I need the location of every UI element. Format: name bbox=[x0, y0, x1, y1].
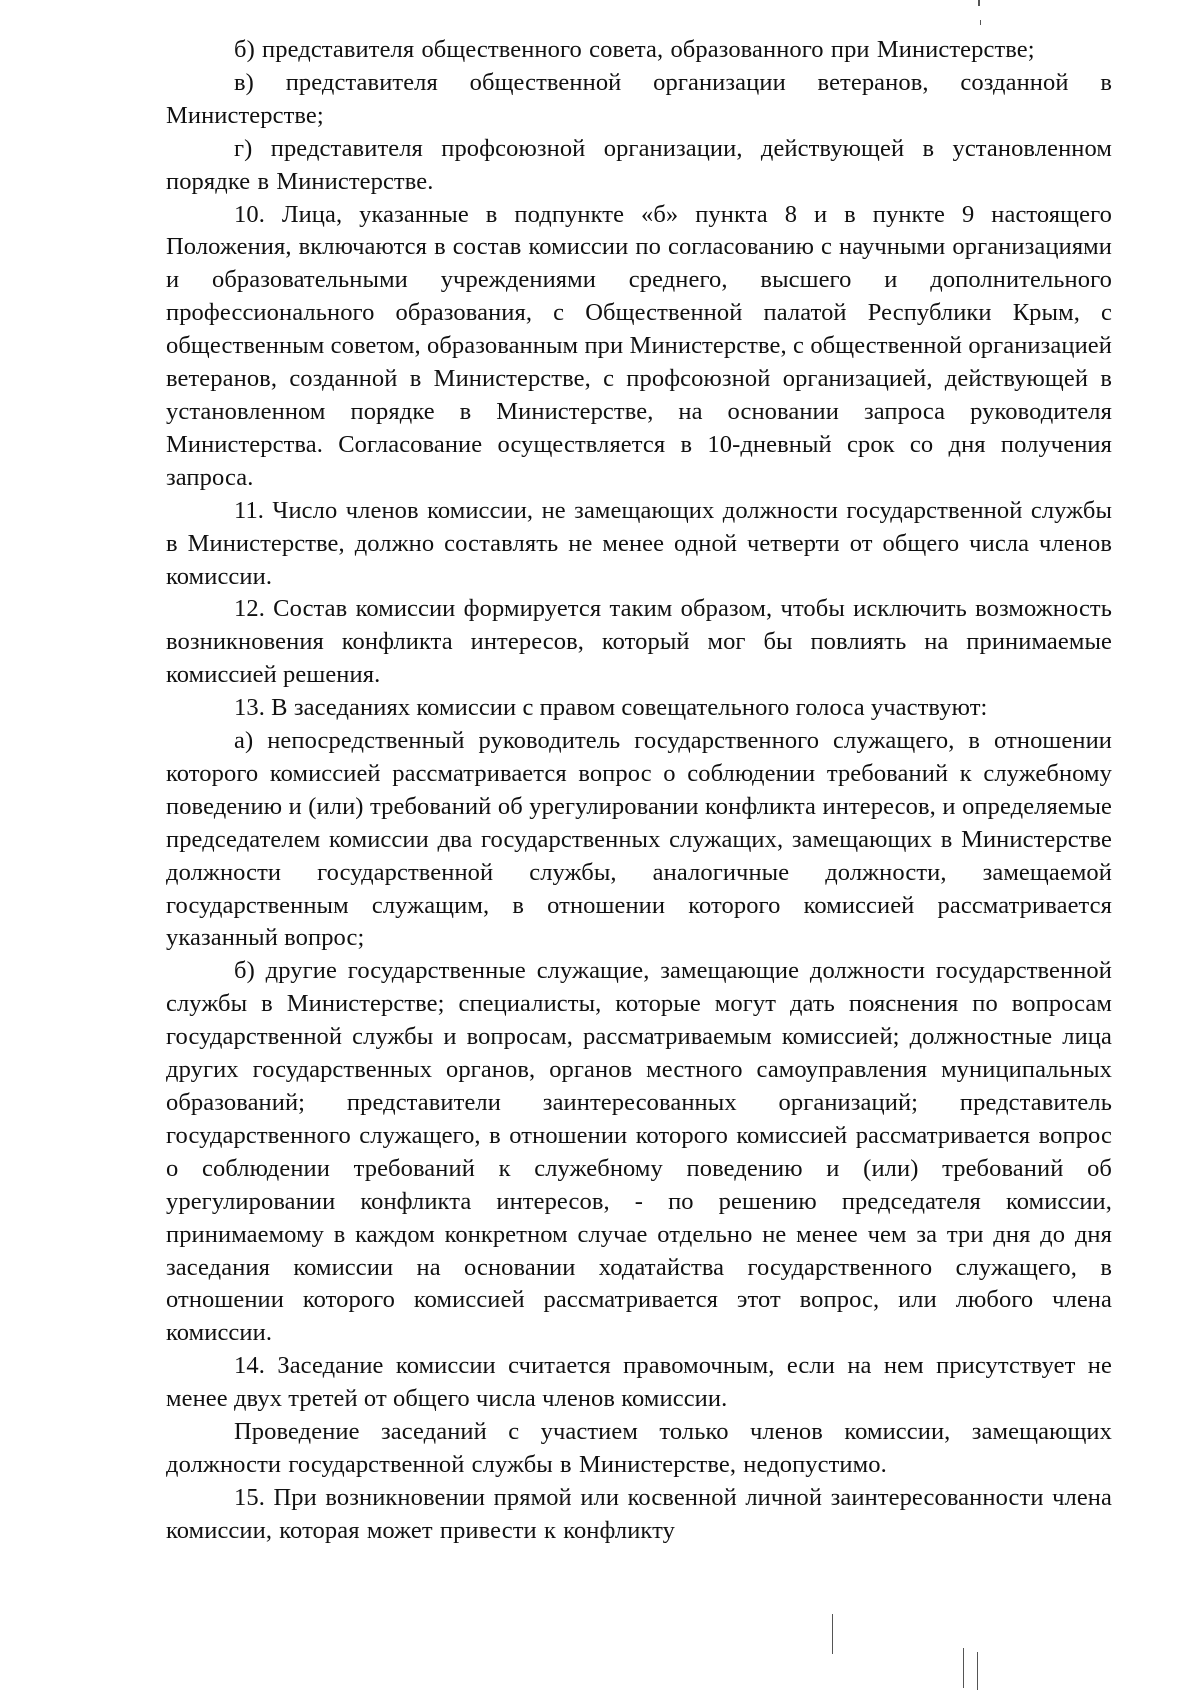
paragraph-13b: б) другие государственные служащие, замещающие должности государственной службы в Министерстве; специалисты, которые могут дать пояснения по вопросам государственной службы и вопросам, рассматриваемым комиссией; должностные лица других государственных органов, органов местного самоуправления муниципальных образований; представители заинтересованных организаций; представитель государственного служащего, в отношении которого комиссией рассматривается вопрос о соблюдении требований к служебному поведению и (или) требований об урегулировании конфликта интересов, - по решению председателя комиссии, принимаемому в каждом конкретном случае отдельно не менее чем за три дня до дня заседания комиссии на основании ходатайства государственного служащего, в отношении которого комиссией рассматривается этот вопрос, или любого члена комиссии. bbox=[166, 957, 1112, 1347]
paragraph-13a: а) непосредственный руководитель государственного служащего, в отношении которого комиссией рассматривается вопрос о соблюдении требований к служебному поведению и (или) требований об урегулировании конфликта интересов, и определяемые председателем комиссии два государственных служащих, замещающих в Министерстве должности государственной службы, аналогичные должности, замещаемой государственным служащим, в отношении которого комиссией рассматривается указанный вопрос; bbox=[166, 727, 1112, 952]
scan-artifact-top bbox=[978, 0, 980, 6]
paragraph-11: 11. Число членов комиссии, не замещающих должности государственной службы в Министерстве, должно составлять не менее одной четверти от общего числа членов комиссии. bbox=[166, 496, 1112, 590]
scan-artifact-line-1 bbox=[832, 1614, 833, 1654]
paragraph-10: 10. Лица, указанные в подпункте «б» пункта 8 и в пункте 9 настоящего Положения, включаются в состав комиссии по согласованию с научными организациями и образовательными учреждениями среднего, высшего и дополнительного профессионального образования, с Общественной палатой Республики Крым, с общественным советом, образованным при Министерстве, с общественной организацией ветеранов, созданной в Министерстве, с профсоюзной организацией, действующей в установленном порядке в Министерстве, на основании запроса руководителя Министерства. Согласование осуществляется в 10-дневный срок со дня получения запроса. bbox=[166, 200, 1112, 491]
scan-artifact-top-small bbox=[980, 20, 981, 25]
paragraph-9v: в) представителя общественной организации ветеранов, созданной в Министерстве; bbox=[166, 68, 1112, 129]
paragraph-9b: б) представителя общественного совета, образованного при Министерстве; bbox=[234, 36, 1035, 63]
scan-artifact-line-3 bbox=[977, 1652, 978, 1690]
paragraph-15: 15. При возникновении прямой или косвенной личной заинтересованности члена комиссии, которая может привести к конфликту bbox=[166, 1483, 1112, 1544]
scan-artifact-line-2 bbox=[963, 1648, 964, 1688]
paragraph-14: 14. Заседание комиссии считается правомочным, если на нем присутствует не менее двух третей от общего числа членов комиссии. bbox=[166, 1352, 1112, 1413]
paragraph-13: 13. В заседаниях комиссии с правом совещательного голоса участвуют: bbox=[234, 694, 988, 722]
paragraph-12: 12. Состав комиссии формируется таким образом, чтобы исключить возможность возникновения конфликта интересов, который мог бы повлиять на принимаемые комиссией решения. bbox=[166, 595, 1112, 689]
paragraph-14b: Проведение заседаний с участием только членов комиссии, замещающих должности государственной службы в Министерстве, недопустимо. bbox=[166, 1418, 1112, 1478]
paragraph-9g: г) представителя профсоюзной организации, действующей в установленном порядке в Министерстве. bbox=[166, 134, 1112, 195]
